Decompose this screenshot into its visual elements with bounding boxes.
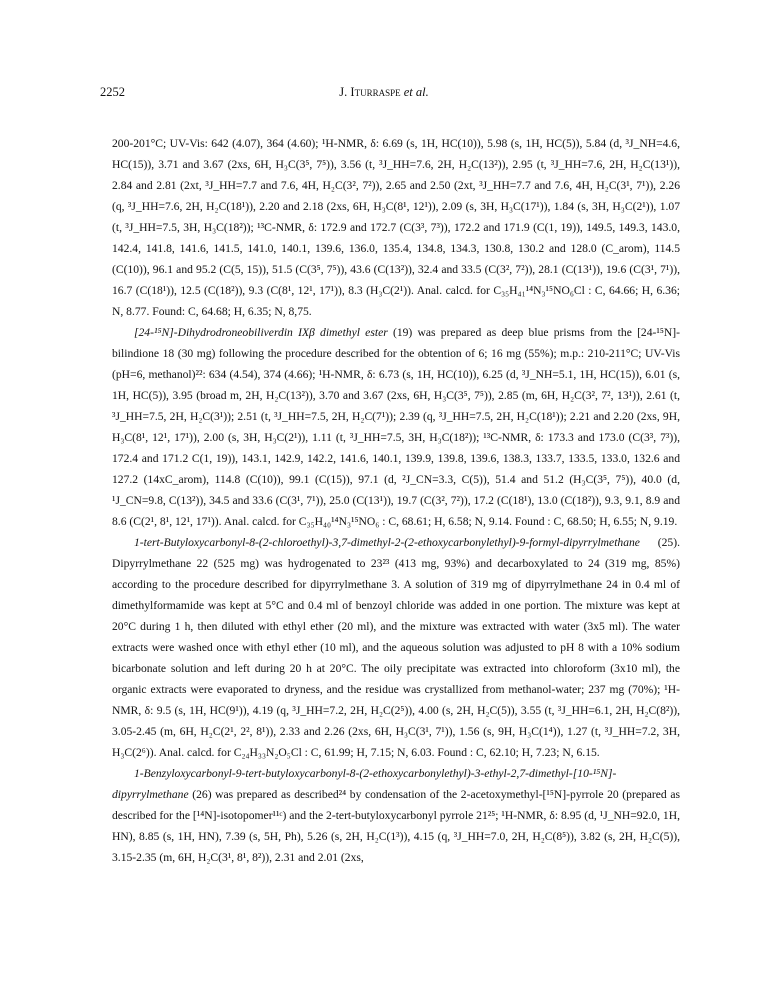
paragraph-2-text: (19) was prepared as deep blue prisms from the [24-¹⁵N]-bilindione 18 (30 mg) following the procedure described for the obtention of 6; 16 mg (55%); m.p.: 210-211°C; UV-Vis (pH=6, methanol)²²: 634 (4.54), 374 (4.66); ¹H-NMR, δ: 6.73 (s, 1H, HC(10)), 6.25 (d, ³J_NH=5.1, 1H, HC(15)), 6.01 (s, 1H, HC(5)), 3.95 (broad m, 2H, H₂C(13²)), 3.70 and 3.67 (2xs, 6H, H₃C(3⁵, 7⁵)), 2.85 (m, 6H, H₂C(3², 7², 13¹)), 2.61 (t, ³J_HH=7.5, 2H, H₂C(3¹)); 2.51 (t, ³J_HH=7.5, 2H, H₂C(7¹)); 2.39 (q, ³J_HH=7.5, 2H, H₂C(18¹)); 2.21 and 2.20 (2xs, 9H, H₃C(8¹, 12¹, 17¹)), 2.00 (s, 3H, H₃C(2¹)), 1.11 (t, ³J_HH=7.5, 3H, H₃C(18²)); ¹³C-NMR, δ: 173.3 and 173.0 (C(3³, 7³)), 172.4 and 171.2 C(1, 19)), 143.1, 142.9, 142.2, 141.6, 140.1, 139.9, 139.8, 139.6, 138.3, 133.7, 133.5, 133.0, 132.6 and 127.2 (14xC_arom), 114.8 (C(10)), 99.1 (C(15)), 97.1 (d, ²J_CN=3.3, C(5)), 51.4 and 51.2 (H₃C(3⁵, 7⁵)), 40.0 (d, ¹J_CN=9.8, C(13²)), 34.5 and 33.6 (C(3¹, 7¹)), 25.0 (C(13¹)), 19.7 (C(3², 7²)), 17.2 (C(18¹), 13.0 (C(18²)), 9.3, 9.1, 8.9 and 8.6 (C(2¹, 8¹, 12¹, 17¹)). Anal. calcd. for C₃₅H₄₀¹⁴N₃¹⁵NO₆ : C, 68.61; H, 6.58; N, 9.14. Found : C, 68.50; H, 6.55; N, 9.19. <box>112 326 680 528</box>
author-prefix: J. <box>339 85 351 99</box>
paragraph-4-text: (26) was prepared as described²⁴ by condensation of the 2-acetoxymethyl-[¹⁵N]-pyrrole 20 (prepared as described for the [¹⁴N]-isotopomer¹¹ᶜ) and the 2-tert-butyloxycarbonyl pyrrole 21²⁵; ¹H-NMR, δ: 8.95 (d, ¹J_NH=92.0, 1H, HN), 8.85 (s, 1H, HN), 7.39 (s, 5H, Ph), 5.26 (s, 2H, H₂C(1³)), 4.15 (q, ³J_HH=7.0, 2H, H₂C(8⁵)), 3.82 (s, 2H, H₂C(5)), 3.15-2.35 (m, 6H, H₂C(3¹, 8¹, 8²)), 2.31 and 2.01 (2xs, <box>112 788 680 864</box>
compound-26-title: 1-Benzyloxycarbonyl-9-tert-butyloxycarbonyl-8-(2-ethoxycarbonylethyl)-3-ethyl-2,7-dimethyl-[10-¹⁵N]-dipyrrylmethane <box>112 767 617 801</box>
paragraph-4 <box>112 763 680 868</box>
author-suffix: et al. <box>400 85 429 99</box>
compound-25-title: 1-tert-Butyloxycarbonyl-8-(2-chloroethyl)-3,7-dimethyl-2-(2-ethoxycarbonylethyl)-9-formyl-dipyrrylmethane <box>134 536 640 549</box>
paragraph-2 <box>112 322 680 532</box>
paragraph-3-text: (25). Dipyrrylmethane 22 (525 mg) was hydrogenated to 23²³ (413 mg, 93%) and decarboxylated to 24 (319 mg, 85%) according to the procedure described for dipyrrylmethane 3. A solution of 319 mg of dipyrrylmethane 24 in 0.4 ml of dimethylformamide was kept at 5°C and 0.4 ml of benzoyl chloride was added in one portion. The mixture was kept at 20°C during 1 h, then diluted with ethyl ether (20 ml), and the mixture was extracted with water (3x5 ml). The water extracts were washed once with ethyl ether (10 ml), and the aqueous solution was adjusted to pH 8 with a 10% sodium bicarbonate solution and left during 20 h at 20°C. The oily precipitate was extracted into chloroform (3x10 ml), the organic extracts were evaporated to dryness, and the residue was crystallized from methanol-water; 237 mg (70%); ¹H-NMR, δ: 9.5 (s, 1H, HC(9¹)), 4.19 (q, ³J_HH=7.2, 2H, H₂C(2⁵)), 4.00 (s, 2H, H₂C(5)), 3.55 (t, ³J_HH=6.1, 2H, H₂C(8²)), 3.05-2.45 (m, 6H, H₂C(2¹, 2², 8¹)), 2.33 and 2.26 (2xs, 6H, H₃C(3¹, 7¹)), 1.56 (s, 9H, H₃C(1⁴)), 1.27 (t, ³J_HH=7.2, 3H, H₃C(2⁶)). Anal. calcd. for C₂₄H₃₃N₂O₅Cl : C, 61.99; H, 7.15; N, 6.03. Found : C, 62.10; H, 7.23; N, 6.15. <box>112 536 680 759</box>
compound-19-title: [24-¹⁵N]-Dihydrodroneobiliverdin IXβ dimethyl ester <box>134 326 388 339</box>
paragraph-1 <box>112 133 680 322</box>
running-header <box>0 85 768 100</box>
paragraph-1-text: 200-201°C; UV-Vis: 642 (4.07), 364 (4.60); ¹H-NMR, δ: 6.69 (s, 1H, HC(10)), 5.98 (s, 1H, HC(5)), 5.84 (d, ³J_NH=4.6, HC(15)), 3.71 and 3.67 (2xs, 6H, H₃C(3⁵, 7⁵)), 3.56 (t, ³J_HH=7.6, 2H, H₂C(13²)), 2.95 (t, ³J_HH=7.6, 2H, H₂C(13¹)), 2.84 and 2.81 (2xt, ³J_HH=7.7 and 7.6, 4H, H₂C(3², 7²)), 2.65 and 2.50 (2xt, ³J_HH=7.7 and 7.6, 4H, H₂C(3¹, 7¹)), 2.26 (q, ³J_HH=7.6, 2H, H₂C(18¹)), 2.20 and 2.18 (2xs, 6H, H₃C(8¹, 12¹)), 2.09 (s, 3H, H₃C(17¹)), 1.84 (s, 3H, H₃C(2¹)), 1.07 (t, ³J_HH=7.5, 3H, H₃C(18²)); ¹³C-NMR, δ: 172.9 and 172.7 (C(3³, 7³)), 172.2 and 171.9 (C(1, 19)), 149.5, 149.3, 143.0, 142.4, 141.8, 141.6, 141.5, 141.0, 140.1, 139.6, 136.0, 135.4, 134.8, 134.3, 130.8, 130.2 and 128.0 (C_arom), 114.5 (C(10)), 96.1 and 95.2 (C(5, 15)), 51.5 (C(3⁵, 7⁵)), 43.6 (C(13²)), 32.4 and 33.5 (C(3², 7²)), 28.1 (C(13¹)), 19.6 (C(3¹, 7¹)), 16.7 (C(18¹)), 12.5 (C(18²)), 9.3 (C(8¹, 12¹, 17¹)), 8.3 (H₃C(2¹)). Anal. calcd. for C₃₅H₄₁¹⁴N₃¹⁵NO₆Cl : C, 64.66; H, 6.36; N, 8.77. Found: C, 64.68; H, 6.35; N, 8,75. <box>112 137 680 318</box>
author-name: Iturraspe <box>350 85 401 99</box>
paragraph-3 <box>112 532 680 763</box>
body-text <box>112 133 680 868</box>
page-number: 2252 <box>100 85 125 99</box>
